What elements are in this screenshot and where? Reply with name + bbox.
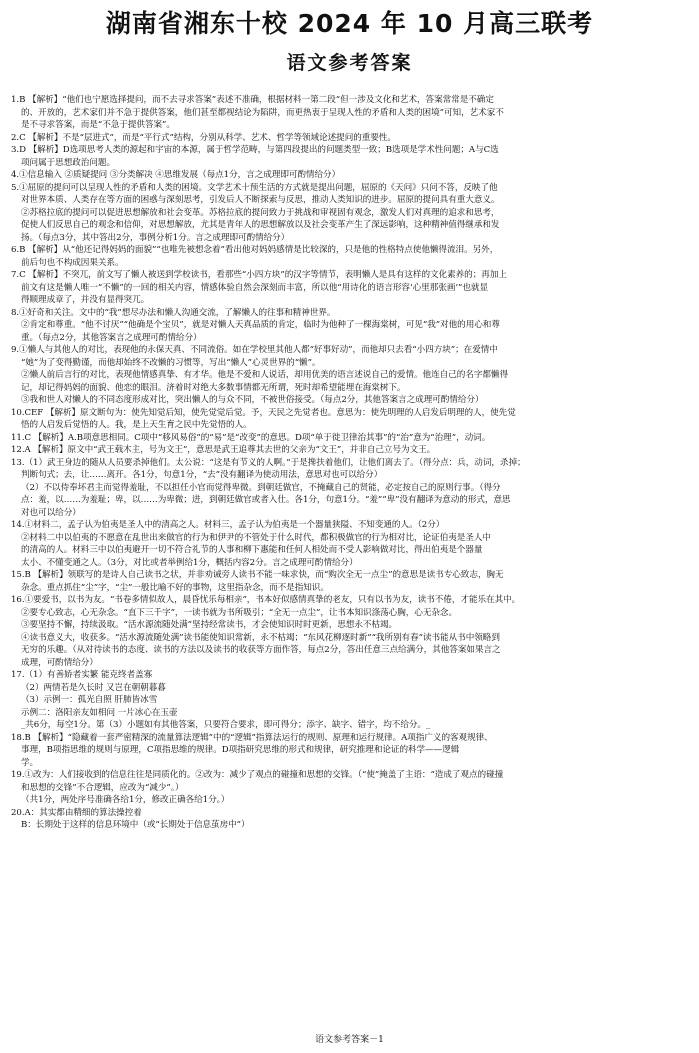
answer-line: B：长期处于这样的信息环境中（或“长期处于信息茧房中”） bbox=[21, 820, 250, 830]
answer-line: 15.B 【解析】领联写的是诗人自己读书之状，并非劝诫旁人读书不能一味求快，而“购次全无一点尘”的意思是读书专心致志，胸无 bbox=[11, 570, 504, 580]
answer-line: 17.（1）有善娇者实繁 能克终者盖寡 bbox=[11, 670, 153, 680]
answer-line: 无穷的乐趣。（从对待读书的态度、读书的方法以及读书的收获等方面作答，每点2分，答出任意三点给满分，其他答案如果言之 bbox=[21, 645, 501, 655]
answer-line: 示例二：洛阳亲友如相问 一片冰心在玉壶 bbox=[21, 707, 178, 718]
answer-line: 点：羞，以……为羞耻；卑，以……为卑微；进，到朝廷做官或者入仕。各1分，句意1分。“羞”“卑”没有翻译为意动的形式，意思 bbox=[21, 495, 511, 505]
answer-line: 18.B 【解析】“隐藏着一套严密精深的流量算法逻辑”中的“逻辑”指算法运行的规则、原理和运行规律。A项指广义的客观规律、 bbox=[11, 732, 493, 743]
answer-body bbox=[11, 94, 695, 832]
answer-line: 记，却记得妈妈的面貌、他恋的眼泪。济着时对绝大多数事情都无所谓，死时却希望能埋在海棠树下。 bbox=[21, 382, 406, 393]
answer-line: 2.C 【解析】不是“层进式”，而是“平行式”结构，分别从科学、艺术、哲学等领域论述提问的重要性。 bbox=[11, 132, 396, 143]
answer-line: 重。（每点2分，其他答案言之成理可酌情给分） bbox=[21, 332, 202, 343]
answer-line: 对也可以给分） bbox=[21, 507, 81, 518]
answer-line: 太小、不懂变通之人。（3分，对比或者举例给1分，概括内容2分。言之成理可酌情给分） bbox=[21, 557, 358, 568]
answer-line: _共6分，每空1分。第（3）小题如有其他答案，只要符合要求，即可得分；添字、缺字、错字，均不给分。_ bbox=[21, 720, 431, 730]
answer-line: 7.C 【解析】不突兀，前文写了懒人被送到学校读书，看那些“小四方块”的汉字等情节，表明懒人是具有这样的文化素养的；再加上 bbox=[11, 270, 507, 280]
answer-line: 11.C 【解析】A.B项意思相同。C项中“移风易俗”的“易”是“改变”的意思。D项“单于徙卫律治其事”的“治”意为“治理”，动词。 bbox=[11, 432, 491, 443]
answer-line: 促使人们反思自己的观念和信仰，对思想解放，尤其是青年人的思想解放以及社会变革产生了深远影响，这种精神值得继承和发 bbox=[21, 220, 500, 230]
answer-line: 和思想的交锋”不合逻辑，应改为“减少”。） bbox=[21, 782, 184, 793]
answer-line: 16.①要爱书，以书为友。“书卷多情似故人，晨昏忧乐每相亲”，书本好似感情真挚的老友，只有以书为友，读书不倦，才能乐在其中。 bbox=[11, 595, 521, 605]
answer-line: （2）不以侍奉坏君主而觉得羞耻，不以担任小官而觉得卑微。到朝廷做官，不掩藏自己的贤能，必定按自己的原则行事。（得分 bbox=[21, 482, 501, 493]
answer-line: （共1分，两处序号准确各给1分，修改正确各给1分。） bbox=[21, 795, 230, 805]
answer-line: 悟的人启发后觉悟的人。我，是上天生育之民中先觉悟的人。 bbox=[21, 420, 252, 430]
answer-line: 19.①改为：人们接收到的信息往往是同质化的。②改为：减少了观点的碰撞和思想的交锋。（“使”掩盖了主语：“造成了观点的碰撞 bbox=[11, 770, 504, 780]
page-footer: 语文参考答案－1 bbox=[315, 1035, 384, 1045]
answer-line: 3.D 【解析】D选项思考人类的源起和宇宙的本源，属于哲学范畴，与第四段提出的问题类型一致；B选项是学术性问题；A与C选 bbox=[11, 145, 499, 155]
answer-line: 8.①好奇和关注。文中的“我”想尽办法和懒人沟通交流，了解懒人的往事和精神世界。 bbox=[11, 307, 336, 318]
answer-line: 9.①懒人与其他人的对比，表现他的永保天真、不同流俗。如在学校里其他人都“好事好动”，而他却只去看“小四方块”；在爱情中 bbox=[11, 345, 498, 355]
answer-line: ②懒人前后言行的对比，表现他情感真挚、有才华。他是不爱和人说话，却用优美的语言述说自己的爱情。他连自己的名字都懒得 bbox=[21, 370, 508, 380]
answer-line: 成理，可酌情给分） bbox=[21, 657, 98, 668]
answer-line: 6.B 【解析】从“他还记得妈妈的面貌”“也唯先被想念着”看出他对妈妈感情是比较深的，只是他的性格特点使他懒得流泪。另外， bbox=[11, 245, 499, 255]
answer-line: 10.CEF 【解析】原文断句为：使先知觉后知，使先觉觉后觉。予，天民之先觉者也。意思为：使先明理的人启发后明理的人，使先觉 bbox=[11, 407, 516, 418]
answer-line: 杂念。重点抓住“尘”字，“尘”一般比喻不好的事物，这里指杂念，而不是指知识。 bbox=[21, 582, 329, 593]
answer-line: 学。 bbox=[21, 757, 39, 768]
answer-line: 对世界本质、人类存在等方面的困惑与深刻思考，引发后人不断探索与反思，推动人类知识的进步。屈原的提问具有重大意义。 bbox=[21, 195, 500, 205]
answer-line: 事理，B项指思维的规则与原理，C项指思维的规律。D项指研究思维的形式和规律，研究推理和论证的科学——逻辑 bbox=[21, 745, 460, 755]
answer-line: 项问属于思想政治问题。 bbox=[21, 157, 115, 168]
answer-line: ③要坚持不懈，持续汲取。“活水源流随处满”坚持经常读书，才会使知识时时更新，思想永不枯竭。 bbox=[21, 620, 398, 630]
answer-line: ②肯定和尊重。“他不讨厌”“他确是个宝贝”，就是对懒人天真品质的肯定，临时为他种了一棵海棠树，可见“我”对他的用心和尊 bbox=[21, 320, 500, 330]
answer-line: ④读书意义大，收获多。“活水源流随处满”读书能使知识常新，永不枯竭；“东风花柳逐时新”“我所别有春”读书能从书中领略到 bbox=[21, 632, 500, 643]
answer-line: 12.A 【解析】原文中“武王载木主，号为文王”，意思是武王追尊其去世的父亲为“文王”，并非自己立号为文王。 bbox=[11, 445, 436, 455]
answer-line: “她”为了变得勤谨，而他却始终不改懒的习惯等，写出“懒人”心灵世界的“懒”。 bbox=[21, 357, 321, 368]
answer-line: 前后句也不构成因果关系。 bbox=[21, 257, 124, 268]
answer-line: 得顺理成章了，并没有显得突兀。 bbox=[21, 295, 150, 305]
answer-line: 扬。（每点3分，其中答出2分，事例分析1分。言之成理即可酌情给分） bbox=[21, 232, 290, 243]
answer-line: 判断句式；去，让……离开。各1分，句意1分，“去”没有翻译为使动用法，意思对也可以给分） bbox=[21, 470, 383, 480]
answer-line: （3）示例一：孤光自照 肝肺皆冰雪 bbox=[21, 695, 158, 705]
answer-line: （2）两情若是久长时 又岂在朝朝暮暮 bbox=[21, 682, 166, 693]
answer-line: 5.①屈原的提问可以呈现人性的矛盾和人类的困境。文学艺术十预生活的方式就是提出问题，屈原的《天问》只问不答，反映了他 bbox=[11, 182, 498, 193]
answer-line: 的清高的人。材料三中以伯夷避开一切不符合礼节的人事和柳下惠能和任何人相处而不受人影响做对比，得出伯夷是个器量 bbox=[21, 545, 483, 555]
page-subtitle: 语文参考答案 bbox=[286, 52, 413, 74]
answer-line: 20.A：其实都由精细的算法操控着 bbox=[11, 807, 142, 818]
answer-line: 4.①信息输入 ②质疑提问 ③分类解决 ④思维发展（每点1分，言之成理即可酌情给分） bbox=[11, 170, 341, 180]
answer-line: 1.B 【解析】“他们也宁愿选择提问，而不去寻求答案”表述不准确，根据材料一第二段“但一涉及文化和艺术，答案常常是不确定 bbox=[11, 95, 494, 105]
answer-line: 13.（1）武王身边的随从人员要杀掉他们。太公说：“这是有节义的人啊。”于是搀扶着他们，让他们离去了。（得分点：兵，动词，杀掉； bbox=[11, 457, 526, 468]
answer-line: ③我和世人对懒人的不同态度形成对比，突出懒人的与众不同，不被世俗接受。（每点2分，其他答案言之成理可酌情给分） bbox=[21, 395, 484, 405]
answer-line: ②要专心致志，心无杂念。“直下三千字”，一读书就为书所吸引；“全无一点尘”，让书本知识涤荡心胸，心无杂念。 bbox=[21, 607, 458, 618]
answer-line: 的、开放的，艺术家们并不急于提供答案，他们甚至都视结论为陷阱，而更热衷于呈现人性的矛盾和人类的困境”可知，艺术家不 bbox=[21, 107, 504, 118]
answer-line: 前文有这是懒人唯一“不懒”的一回的相关内容，情感体验自然会深刻而丰富，所以他“用诗化的语言形容‘心里那张画’”也就显 bbox=[21, 282, 489, 293]
page-title: 湖南省湘东十校 2024 年 10 月高三联考 bbox=[105, 9, 594, 38]
answer-line: 14.①材料二，孟子认为伯夷是圣人中的清高之人。材料三，孟子认为伯夷是一个器量狭隘、不知变通的人。（2分） bbox=[11, 520, 445, 530]
answer-line: ②材料二中以伯夷的不愿意在乱世出来做官的行为和伊尹的不管处于什么时代，都积极做官的行为相对比，论证伯夷是圣人中 bbox=[21, 532, 491, 543]
answer-line: ②苏格拉底的提问可以促进思想解放和社会变革。苏格拉底的提问致力于挑战和审视固有观念，激发人们对真理的追求和思考， bbox=[21, 207, 500, 218]
answer-line: 是不寻求答案，而是“不急于提供答案”。 bbox=[21, 120, 175, 130]
